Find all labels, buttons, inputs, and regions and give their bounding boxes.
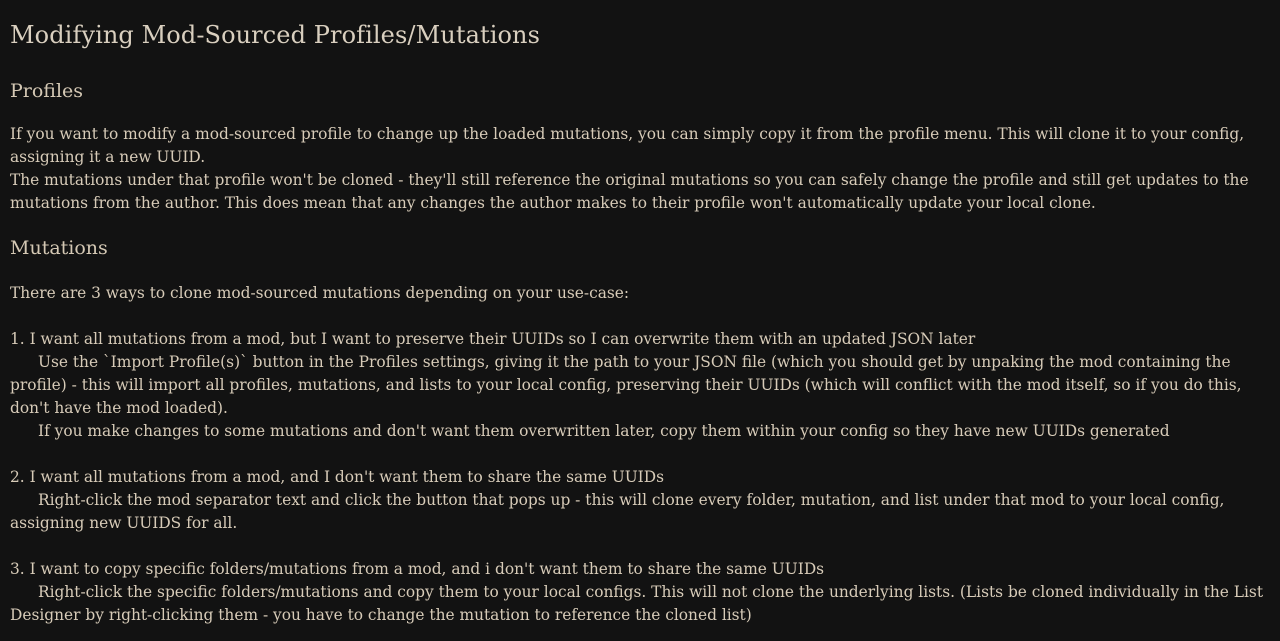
- section-heading-mutations: Mutations: [10, 237, 108, 259]
- method-3-body: [10, 581, 1270, 627]
- mutations-intro: There are 3 ways to clone mod-sourced mutations depending on your use-case:: [10, 284, 630, 302]
- section-heading-profiles: Profiles: [10, 80, 84, 102]
- spacer: [10, 104, 1270, 123]
- method-2-body: [10, 489, 1270, 535]
- page-title: Modifying Mod-Sourced Profiles/Mutations: [10, 21, 541, 49]
- spacer: [10, 261, 1270, 282]
- method-1-heading: 1. I want all mutations from a mod, but I want to preserve their UUIDs so I can overwrite them with an updated JSON later: [10, 330, 976, 348]
- profiles-paragraph-1: If you want to modify a mod-sourced profile to change up the loaded mutations, you can simply copy it from the profile menu. This will clone it to your config, assigning it a new UUID.: [10, 125, 1245, 166]
- method-2-body-text: Right-click the mod separator text and click the button that pops up - this will clone every folder, mutation, and list under that mod to your local config, assigning new UUIDS for all.: [10, 491, 1225, 532]
- method-3-heading: 3. I want to copy specific folders/mutations from a mod, and i don't want them to share the same UUIDs: [10, 560, 825, 578]
- method-1-body: [10, 351, 1270, 420]
- method-2-heading: 2. I want all mutations from a mod, and I don't want them to share the same UUIDs: [10, 468, 664, 486]
- spacer: [10, 215, 1270, 235]
- spacer: [10, 52, 1270, 78]
- method-1-note: [10, 420, 1270, 443]
- method-1-note-text: If you make changes to some mutations and don't want them overwritten later, copy them within your config so they have new UUIDs generated: [38, 422, 1170, 440]
- spacer: [10, 535, 1270, 558]
- method-1-body-text: Use the `Import Profile(s)` button in the Profiles settings, giving it the path to your JSON file (which you should get by unpaking the mod containing the profile) - this will import all profiles, mutations, and lists to your local config, preserving their UUIDs (which will conflict with the mod itself, so if you do this, don't have the mod loaded).: [10, 353, 1242, 417]
- method-3-body-text: Right-click the specific folders/mutations and copy them to your local configs. This will not clone the underlying lists. (Lists be cloned individually in the List Designer by right-clicking them - you have to change the mutation to reference the cloned list): [10, 583, 1264, 624]
- profiles-paragraph-2: The mutations under that profile won't be cloned - they'll still reference the original mutations so you can safely change the profile and still get updates to the mutations from the author. This does mean that any changes the author makes to their profile won't automatically update your local clone.: [10, 171, 1249, 212]
- spacer: [10, 443, 1270, 466]
- spacer: [10, 305, 1270, 328]
